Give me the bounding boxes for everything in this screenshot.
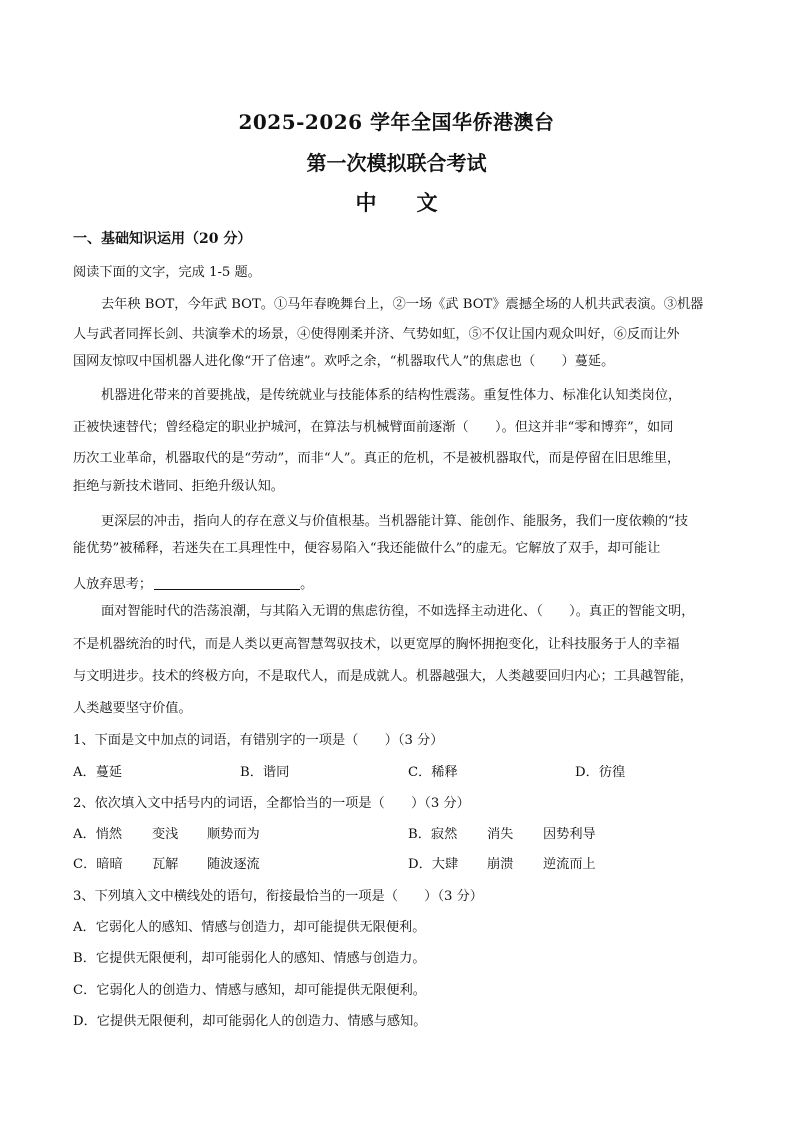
exam-title-line2: 第一次模拟联合考试 <box>306 151 487 175</box>
passage-p2-line2: 正被快速替代；曾经稳定的职业护城河，在算法与机械臂面前逐渐（ ）。但这并非“零和博弈”，如同 <box>73 420 674 435</box>
instruction-text: 阅读下面的文字，完成 1-5 题。 <box>73 265 261 280</box>
section-heading: 一、基础知识运用（20 分） <box>73 231 252 247</box>
q2-stem: 2、依次填入文中括号内的词语，全都恰当的一项是（ ）（3 分） <box>73 796 470 811</box>
passage-p2-line3: 历次工业革命，机器取代的是“劳动”，而非“人”。真正的危机，不是被机器取代，而是停留在旧思维里， <box>73 451 681 466</box>
answer-blank <box>154 576 300 590</box>
passage-p4-line1: 面对智能时代的浩荡浪潮，与其陷入无谓的焦虑彷徨，不如选择主动进化、（ ）。真正的智能文明， <box>101 604 695 619</box>
q2-option-c-word3: 随波逐流 <box>207 857 260 872</box>
exam-title-line1: 2025-2026 学年全国华侨港澳台 <box>238 110 555 134</box>
q1-option-d: D．彷徨 <box>575 765 626 780</box>
passage-p1-line1: 去年秧 BOT，今年武 BOT。①马年春晚舞台上，②一场《武 BOT》震撼全场的人机共武表演。③机器 <box>101 297 704 312</box>
q2-option-a-word3: 顺势而为 <box>207 827 260 842</box>
q3-option-c: C．它弱化人的创造力、情感与感知，却可能提供无限便利。 <box>73 983 426 998</box>
q1-option-c: C．稀释 <box>408 765 458 780</box>
q2-option-b-word2: 消失 <box>487 827 514 842</box>
q3-option-b: B．它提供无限便利，却可能弱化人的感知、情感与创造力。 <box>73 951 426 966</box>
q3-stem: 3、下列填入文中横线处的语句，衔接最恰当的一项是（ ）（3 分） <box>73 889 483 904</box>
q2-option-a-word2: 变浅 <box>152 827 179 842</box>
q2-option-d-word2: 崩溃 <box>487 857 514 872</box>
q2-option-c-word1: C．暗暗 <box>73 857 123 872</box>
q2-option-a-word1: A．悄然 <box>73 827 123 842</box>
q2-option-d-word1: D．大肆 <box>408 857 459 872</box>
q1-option-a: A．蔓延 <box>73 765 123 780</box>
subject-title: 中文 <box>355 190 478 215</box>
q3-option-d: D．它提供无限便利，却可能弱化人的创造力、情感与感知。 <box>73 1014 427 1029</box>
q3-option-a: A．它弱化人的感知、情感与创造力，却可能提供无限便利。 <box>73 920 426 935</box>
passage-p4-line2: 不是机器统治的时代，而是人类以更高智慧驾驭技术，以更宽厚的胸怀拥抱变化，让科技服务于人的幸福 <box>73 637 680 652</box>
passage-p1-line3: 国网友惊叹中国机器人进化像“开了倍速”。欢呼之余，“机器取代人”的焦虑也（ ）蔓延。 <box>73 354 615 369</box>
passage-p2-line1: 机器进化带来的首要挑战，是传统就业与技能体系的结构性震荡。重复性体力、标准化认知类岗位， <box>101 388 682 403</box>
passage-p3-line3-text: 人放弃思考； <box>73 577 153 592</box>
passage-p3-line1: 更深层的冲击，指向人的存在意义与价值根基。当机器能计算、能创作、能服务，我们一度依赖的“技 <box>101 514 688 529</box>
passage-p4-line4: 人类越要坚守价值。 <box>73 701 192 716</box>
q1-option-b: B．谐同 <box>240 765 290 780</box>
passage-p3-line3 <box>73 573 313 592</box>
q2-option-d-word3: 逆流而上 <box>543 857 596 872</box>
passage-p3-line2: 能优势”被稀释，若迷失在工具理性中，便容易陷入“我还能做什么”的虚无。它解放了双手，却可能让 <box>73 541 661 556</box>
passage-p3-line3-end: 。 <box>300 577 314 592</box>
q2-option-c-word2: 瓦解 <box>152 857 179 872</box>
passage-p2-line4: 拒绝与新技术谐同、拒绝升级认知。 <box>73 479 284 494</box>
q2-option-b-word1: B．寂然 <box>408 827 458 842</box>
passage-p4-line3: 与文明进步。技术的终极方向，不是取代人，而是成就人。机器越强大，人类越要回归内心；工具越智能， <box>73 669 693 684</box>
passage-p1-line2: 人与武者同挥长剑、共演拳术的场景，④使得刚柔并济、气势如虹，⑤不仅让国内观众叫好，⑥反而让外 <box>73 327 680 342</box>
q1-stem: 1、下面是文中加点的词语，有错别字的一项是（ ）（3 分） <box>73 733 444 748</box>
q2-option-b-word3: 因势利导 <box>543 827 596 842</box>
